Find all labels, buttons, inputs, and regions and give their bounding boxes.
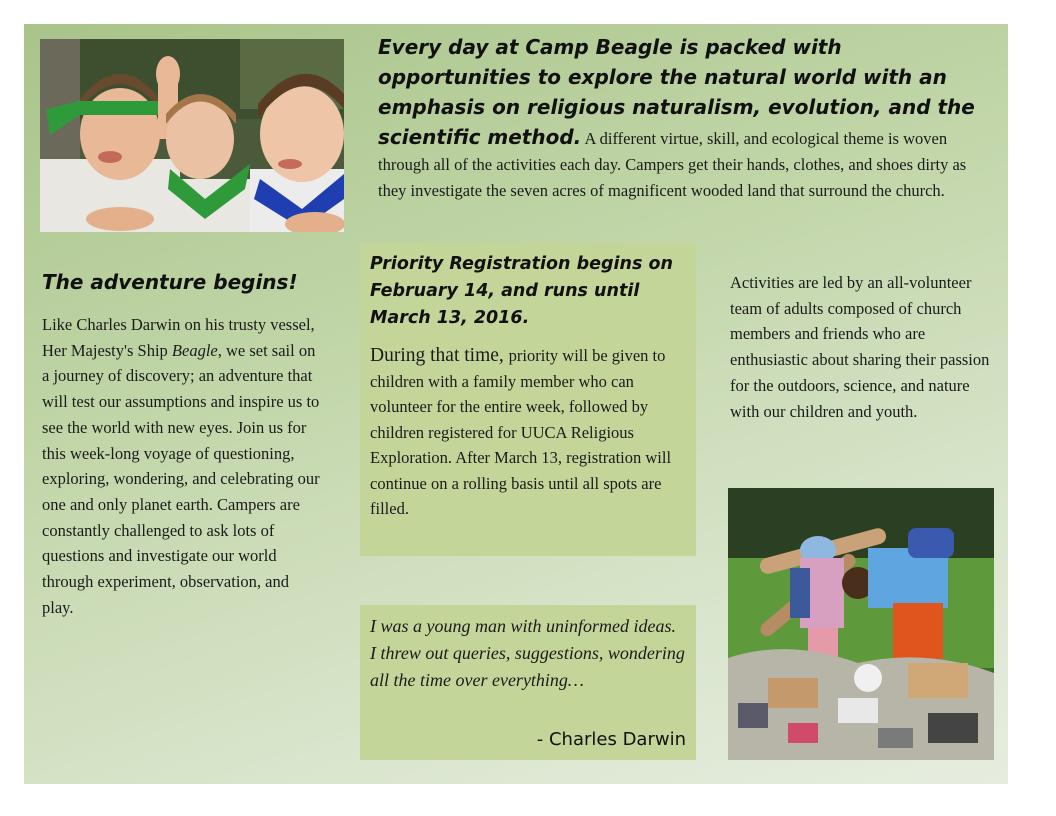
quote-text: I was a young man with uninformed ideas. I threw out queries, suggestions, wondering all the time over everything… [370, 616, 685, 690]
adventure-heading: The adventure begins! [42, 270, 298, 294]
intro-body: A different virtue, skill, and ecological theme is woven through all of the activities each day. Campers get their hands, clothes, and shoes dirty as they investigate the seven acres of magnificent wooded land that surround the church. [378, 129, 967, 200]
adventure-text-end: , we set sail on a journey of discovery; an adventure that will test our assumptions and inspire us to see the world with new eyes. Join us for this week-long voyage of questioning, exploring, wondering, and celebrating our one and only planet earth. Campers are constantly challenged to ask lots of questions and investigate our world through experiment, observation, and play. [42, 340, 320, 617]
intro-paragraph [378, 32, 988, 204]
registration-box [360, 243, 696, 556]
registration-body-text: priority will be given to children with a family member who can volunteer for the entire week, followed by children registered for UUCA Religious Exploration. After March 13, registration will continue on a rolling basis until all spots are filled. [370, 346, 672, 518]
adventure-paragraph [42, 312, 322, 620]
campers-photo [40, 39, 344, 232]
darwin-quote-box [360, 605, 696, 760]
registration-body [370, 343, 688, 522]
ship-name: Beagle [171, 340, 218, 360]
registration-heading: Priority Registration begins on February 14, and runs until March 13, 2016. [370, 254, 673, 328]
adventure-text-start: Like Charles Darwin on his trusty vessel, Her Majesty's Ship [42, 315, 315, 360]
quote-attribution: - Charles Darwin [536, 729, 686, 750]
volunteers-paragraph: Activities are led by an all-volunteer team of adults composed of church members and friends who are enthusiastic about sharing their passion for the outdoors, science, and nature with our children and youth. [730, 273, 990, 421]
intro-lead: Every day at Camp Beagle is packed with opportunities to explore the natural world with an emphasis on religious naturalism, evolution, and the scientific method. [378, 35, 975, 149]
registration-body-lead: During that time, [370, 345, 509, 366]
adventure-section [42, 270, 322, 620]
kids-sorting-photo [728, 488, 994, 760]
